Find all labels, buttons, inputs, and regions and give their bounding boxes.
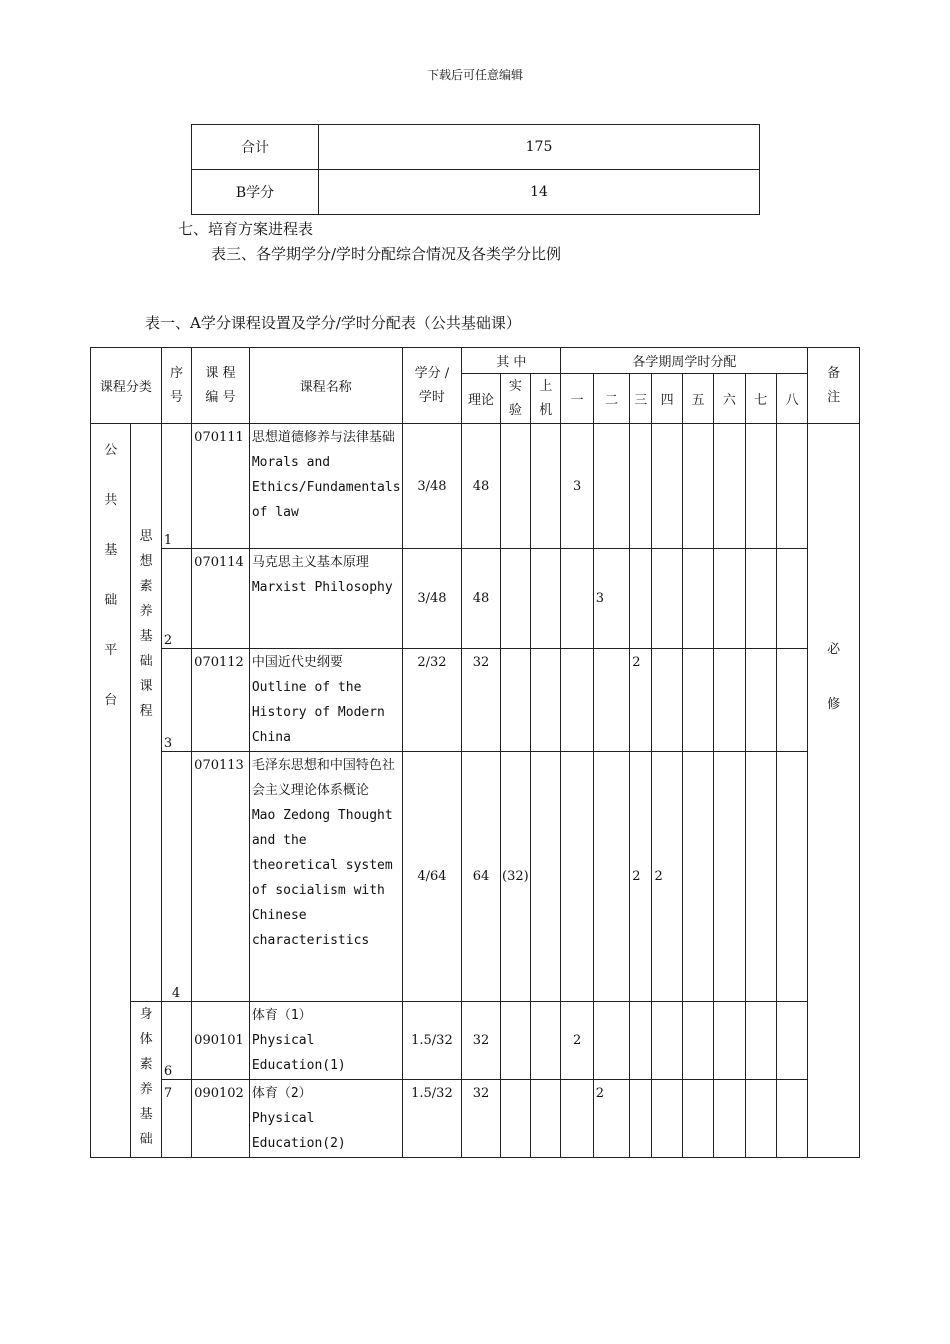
semester-cell [652, 1080, 682, 1158]
semester-cell [682, 649, 713, 752]
course-name-en: Physical Education(2) [251, 1111, 346, 1151]
section-title: 七、培育方案进程表 [178, 220, 314, 238]
course-name-en: Outline of the History of Modern China [251, 680, 385, 745]
semester-cell [714, 1080, 745, 1158]
credit-cell: 1.5/32 [402, 1002, 462, 1080]
semester-cell [682, 1002, 713, 1080]
semester-cell [630, 549, 652, 649]
semester-cell [714, 424, 745, 549]
semester-cell [776, 424, 807, 549]
course-name-cell [249, 549, 402, 649]
summary-value: 14 [319, 170, 760, 215]
header-category: 课程分类 [91, 348, 162, 424]
semester-cell [593, 424, 629, 549]
table-row [192, 125, 760, 170]
summary-table [191, 124, 760, 215]
semester-cell [745, 424, 776, 549]
semester-cell [745, 752, 776, 1002]
semester-cell: 2 [630, 649, 652, 752]
theory-cell: 32 [462, 1002, 500, 1080]
course-name-cell [249, 424, 402, 549]
semester-cell [652, 549, 682, 649]
theory-cell: 48 [462, 424, 500, 549]
semester-cell [652, 424, 682, 549]
header-among: 其 中 [462, 348, 561, 374]
header-semester-3: 三 [630, 374, 652, 424]
experiment-cell [500, 549, 530, 649]
header-credit: 学分 /学时 [402, 348, 462, 424]
header-seq: 序号 [161, 348, 191, 424]
experiment-cell [500, 1080, 530, 1158]
semester-cell [593, 649, 629, 752]
code-cell: 070114 [192, 549, 250, 649]
semester-cell [776, 649, 807, 752]
header-semester-7: 七 [745, 374, 776, 424]
semester-cell [561, 1080, 593, 1158]
semester-cell [745, 1002, 776, 1080]
header-semester-5: 五 [682, 374, 713, 424]
computer-cell [531, 1080, 561, 1158]
course-name-cell [249, 1080, 402, 1158]
semester-cell: 2 [630, 752, 652, 1002]
group-label: 思想素养基础课程 [131, 424, 161, 1002]
semester-cell [714, 649, 745, 752]
semester-cell [776, 752, 807, 1002]
computer-cell [531, 549, 561, 649]
course-name-en: Morals and Ethics/Fundamentals of law [251, 455, 401, 520]
course-name-cn: 思想道德修养与法律基础 [251, 430, 395, 445]
semester-cell [652, 1002, 682, 1080]
platform-label: 公共基础平台 [91, 424, 131, 1158]
semester-cell: 2 [561, 1002, 593, 1080]
course-name-cell [249, 1002, 402, 1080]
semester-cell [561, 752, 593, 1002]
seq-cell: 6 [161, 1002, 191, 1080]
semester-cell [561, 649, 593, 752]
group-label: 身体素养基础 [131, 1002, 161, 1158]
experiment-cell [500, 649, 530, 752]
semester-cell [652, 649, 682, 752]
credit-cell: 3/48 [402, 424, 462, 549]
semester-cell [745, 1080, 776, 1158]
code-cell: 090102 [192, 1080, 250, 1158]
course-table [90, 347, 860, 1158]
computer-cell [531, 752, 561, 1002]
header-semester-1: 一 [561, 374, 593, 424]
header-code: 课 程 编 号 [192, 348, 250, 424]
header-computer: 上机 [531, 374, 561, 424]
table-row [91, 549, 860, 649]
header-semesters: 各学期周学时分配 [561, 348, 808, 374]
semester-cell [682, 549, 713, 649]
table-row [91, 752, 860, 1002]
table3-title: 表三、各学期学分/学时分配综合情况及各类学分比例 [211, 245, 562, 263]
semester-cell [593, 1002, 629, 1080]
table-row [91, 649, 860, 752]
semester-cell: 3 [561, 424, 593, 549]
header-theory: 理论 [462, 374, 500, 424]
course-name-cn: 毛泽东思想和中国特色社会主义理论体系概论 [251, 758, 395, 798]
semester-cell [630, 1080, 652, 1158]
semester-cell [745, 549, 776, 649]
semester-cell [593, 752, 629, 1002]
credit-cell: 3/48 [402, 549, 462, 649]
header-remark: 备注 [808, 348, 860, 424]
course-name-cn: 马克思主义基本原理 [251, 555, 369, 570]
semester-cell [630, 1002, 652, 1080]
course-name-cn: 体育（2） [251, 1086, 312, 1101]
semester-cell [776, 549, 807, 649]
table1-title: 表一、A学分课程设置及学分/学时分配表（公共基础课） [145, 314, 521, 332]
course-name-en: Mao Zedong Thought and the theoretical system of socialism with Chinese characteristics [251, 808, 393, 948]
seq-cell: 7 [161, 1080, 191, 1158]
header-semester-8: 八 [776, 374, 807, 424]
table-header-row [91, 348, 860, 374]
experiment-cell [500, 1002, 530, 1080]
semester-cell [682, 752, 713, 1002]
theory-cell: 32 [462, 649, 500, 752]
semester-cell [682, 424, 713, 549]
table-row [91, 1002, 860, 1080]
course-name-cn: 中国近代史纲要 [251, 655, 343, 670]
semester-cell [714, 752, 745, 1002]
code-cell: 070111 [192, 424, 250, 549]
code-cell: 070113 [192, 752, 250, 1002]
seq-cell: 1 [161, 424, 191, 549]
theory-cell: 48 [462, 549, 500, 649]
remark-cell: 必修 [808, 424, 860, 1158]
header-semester-4: 四 [652, 374, 682, 424]
semester-cell [630, 424, 652, 549]
code-cell: 070112 [192, 649, 250, 752]
computer-cell [531, 1002, 561, 1080]
header-experiment: 实验 [500, 374, 530, 424]
semester-cell [776, 1080, 807, 1158]
experiment-cell: (32) [500, 752, 530, 1002]
credit-cell: 1.5/32 [402, 1080, 462, 1158]
course-name-cell [249, 649, 402, 752]
computer-cell [531, 649, 561, 752]
table-row [192, 170, 760, 215]
semester-cell: 2 [652, 752, 682, 1002]
semester-cell [714, 1002, 745, 1080]
semester-cell: 2 [593, 1080, 629, 1158]
seq-cell: 4 [161, 752, 191, 1002]
semester-cell [561, 549, 593, 649]
header-semester-2: 二 [593, 374, 629, 424]
header-name: 课程名称 [249, 348, 402, 424]
course-name-cell [249, 752, 402, 1002]
summary-label: B学分 [192, 170, 319, 215]
theory-cell: 64 [462, 752, 500, 1002]
summary-label: 合计 [192, 125, 319, 170]
semester-cell: 3 [593, 549, 629, 649]
seq-cell: 3 [161, 649, 191, 752]
summary-value: 175 [319, 125, 760, 170]
course-name-cn: 体育（1） [251, 1008, 312, 1023]
table-row [91, 424, 860, 549]
table-row [91, 1080, 860, 1158]
header-note: 下载后可任意编辑 [426, 68, 523, 82]
course-name-en: Physical Education(1) [251, 1033, 346, 1073]
course-name-en: Marxist Philosophy [251, 580, 393, 595]
semester-cell [776, 1002, 807, 1080]
header-semester-6: 六 [714, 374, 745, 424]
credit-cell: 4/64 [402, 752, 462, 1002]
experiment-cell [500, 424, 530, 549]
theory-cell: 32 [462, 1080, 500, 1158]
semester-cell [714, 549, 745, 649]
semester-cell [682, 1080, 713, 1158]
semester-cell [745, 649, 776, 752]
computer-cell [531, 424, 561, 549]
code-cell: 090101 [192, 1002, 250, 1080]
credit-cell: 2/32 [402, 649, 462, 752]
seq-cell: 2 [161, 549, 191, 649]
